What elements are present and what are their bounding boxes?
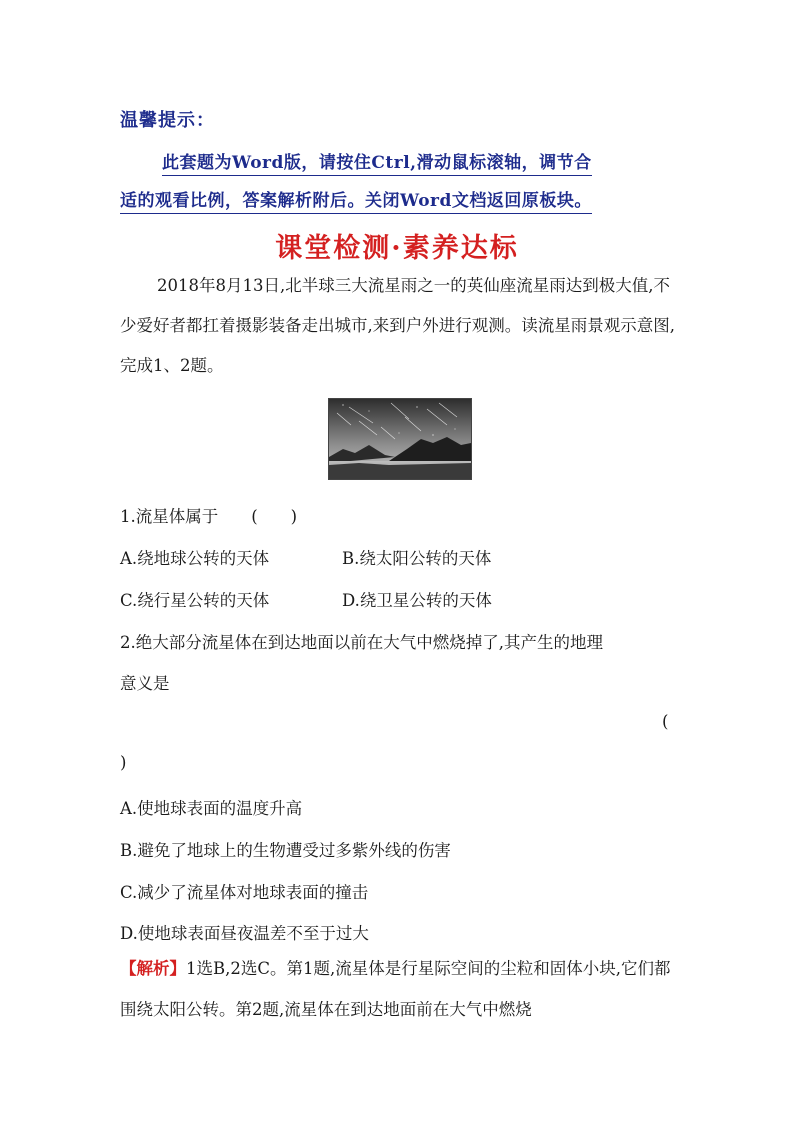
meteor-shower-image	[328, 398, 472, 480]
analysis-tag: 【解析】	[120, 959, 186, 978]
question-2-option-b: B.避免了地球上的生物遭受过多紫外线的伤害	[120, 841, 451, 860]
question-1-option-c: C.绕行星公转的天体	[120, 591, 270, 610]
analysis-paragraph	[120, 948, 680, 1030]
answer-paren-close: )	[120, 753, 127, 772]
question-1-option-a: A.绕地球公转的天体	[120, 549, 270, 568]
question-2-option-c: C.减少了流星体对地球表面的撞击	[120, 883, 369, 902]
question-1-option-b: B.绕太阳公转的天体	[342, 549, 492, 568]
meteor-shower-illustration	[329, 399, 471, 479]
question-2-stem-line-2: 意义是	[120, 674, 170, 693]
tip-line-2: 适的观看比例，答案解析附后。关闭Word文档返回原板块。	[120, 186, 592, 211]
page-title: 课堂检测·素养达标	[275, 233, 519, 264]
question-2-option-d: D.使地球表面昼夜温差不至于过大	[120, 924, 369, 943]
question-1-option-d: D.绕卫星公转的天体	[342, 591, 492, 610]
intro-paragraph: 2018年8月13日,北半球三大流星雨之一的英仙座流星雨达到极大值,不少爱好者都扛着摄影装备走出城市,来到户外进行观测。读流星雨景观示意图,完成1、2题。	[120, 276, 675, 375]
analysis-text: 1选B,2选C。第1题,流星体是行星际空间的尘粒和固体小块,它们都围绕太阳公转。第2题,流星体在到达地面前在大气中燃烧	[120, 959, 671, 1019]
tip-line-1: 此套题为Word版，请按住Ctrl,滑动鼠标滚轴，调节合	[162, 148, 592, 173]
answer-paren-open: (	[662, 712, 669, 731]
tip-heading: 温馨提示：	[120, 110, 215, 131]
question-2-option-a: A.使地球表面的温度升高	[120, 799, 303, 818]
question-1-stem: 1.流星体属于 ( )	[120, 507, 298, 526]
question-2-stem-line-1: 2.绝大部分流星体在到达地面以前在大气中燃烧掉了,其产生的地理	[120, 633, 603, 652]
